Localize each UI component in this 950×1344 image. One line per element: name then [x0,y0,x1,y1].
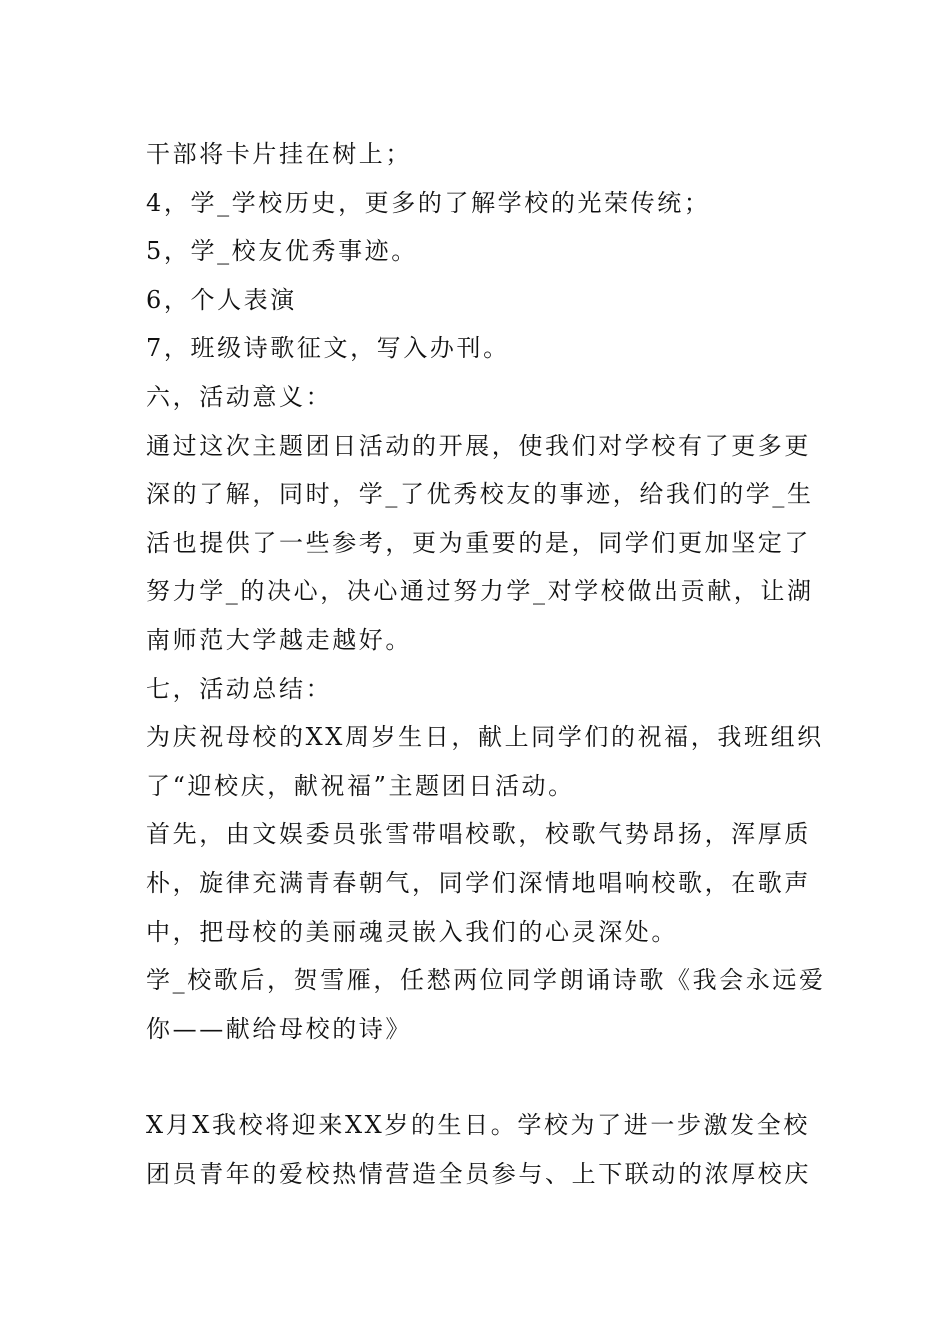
text-line: X月X我校将迎来XX岁的生日。学校为了进一步激发全校 [146,1111,810,1140]
text-line: 6，个人表演 [146,285,297,314]
paragraph-gap [146,1053,806,1101]
text-line: 活也提供了一些参考，更为重要的是，同学们更加坚定了 [146,528,811,557]
text-line: 学_校歌后，贺雪雁，任慭两位同学朗诵诗歌《我会永远爱 [146,966,826,995]
text-line: 通过这次主题团日活动的开展，使我们对学校有了更多更 [146,431,811,460]
text-line: 深的了解，同时，学_了优秀校友的事迹，给我们的学_生 [146,480,814,509]
section-heading: 七，活动总结： [146,674,333,703]
text-line: 5，学_校友优秀事迹。 [146,237,418,266]
text-line: 为庆祝母校的XX周岁生日，献上同学们的祝福，我班组织 [146,723,824,752]
text-line: 干部将卡片挂在树上； [146,140,412,168]
text-line: 中，把母校的美丽魂灵嵌入我们的心灵深处。 [146,917,678,946]
text-line: 团员青年的爱校热情营造全员参与、上下联动的浓厚校庆 [146,1159,811,1188]
text-line: 7，班级诗歌征文，写入办刊。 [146,334,510,363]
text-line: 首先，由文娱委员张雪带唱校歌，校歌气势昂扬，浑厚质 [146,820,811,849]
text-line: 朴，旋律充满青春朝气，同学们深情地唱响校歌，在歌声 [146,868,811,897]
text-line: 你——献给母校的诗》 [146,1014,412,1043]
document-body [146,130,826,1198]
section-heading: 六，活动意义： [146,382,333,411]
text-line: 南师范大学越走越好。 [146,625,412,654]
text-line: 了“迎校庆，献祝福”主题团日活动。 [146,771,575,800]
text-line: 4，学_学校历史，更多的了解学校的光荣传统； [146,188,711,217]
text-line: 努力学_的决心，决心通过努力学_对学校做出贡献，让湖 [146,577,814,606]
